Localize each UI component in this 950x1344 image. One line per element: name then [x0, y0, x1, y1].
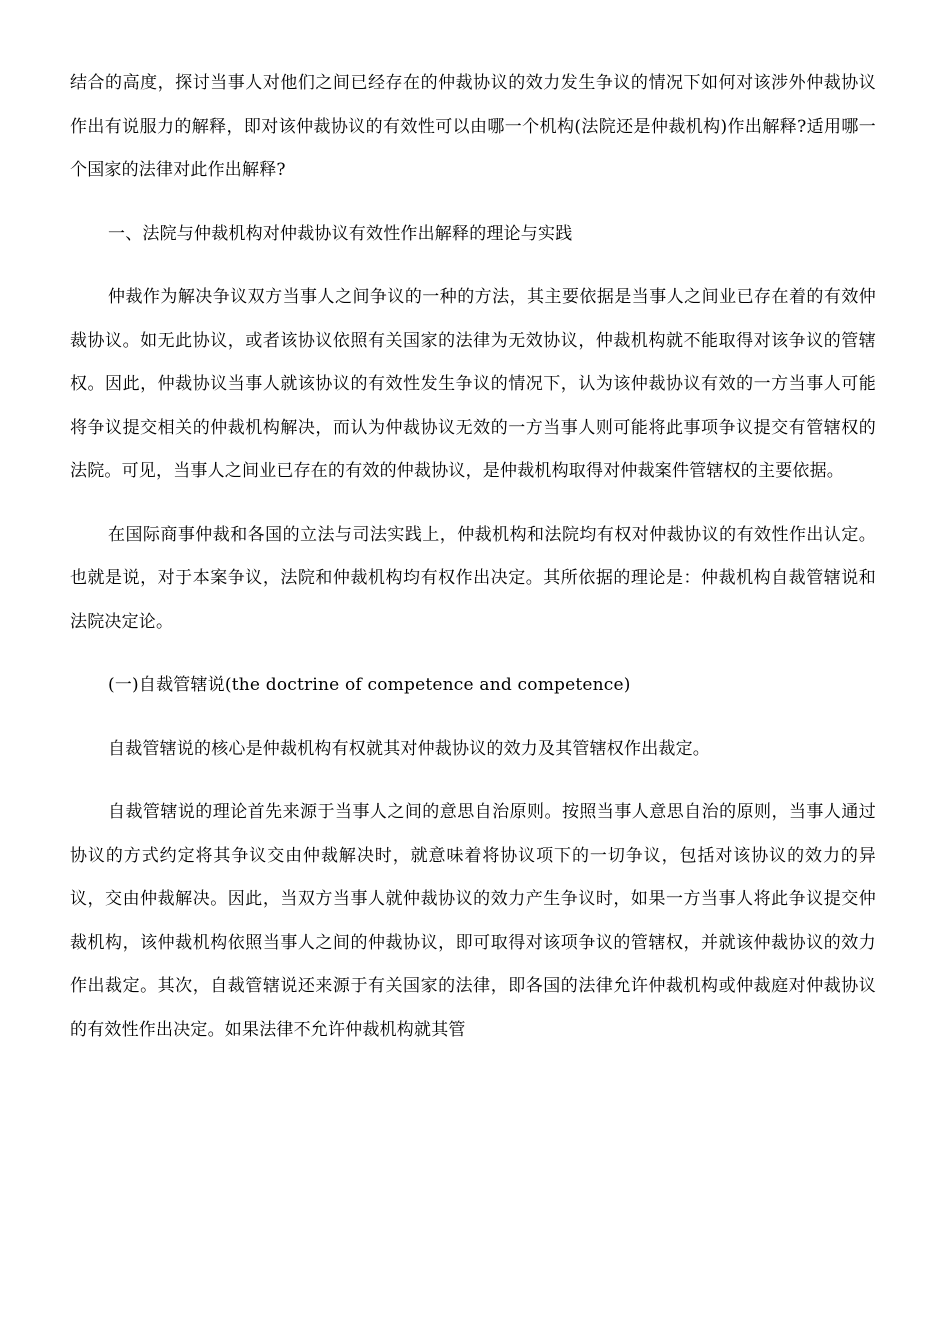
section-heading-1: 一、法院与仲裁机构对仲裁协议有效性作出解释的理论与实践: [108, 223, 573, 244]
paragraph-competence-theory: 自裁管辖说的理论首先来源于当事人之间的意思自治原则。按照当事人意思自治的原则，当事人通过协议的方式约定将其争议交由仲裁解决时，就意味着将协议项下的一切争议，包括对该协议的效力的异议，交由仲裁解决。因此，当双方当事人就仲裁协议的效力产生争议时，如果一方当事人将此争议提交仲裁机构，该仲裁机构依照当事人之间的仲裁协议，即可取得对该项争议的管辖权，并就该仲裁协议的效力作出裁定。其次，自裁管辖说还来源于有关国家的法律，即各国的法律允许仲裁机构或仲裁庭对仲裁协议的有效性作出决定。如果法律不允许仲裁机构就其管: [70, 802, 876, 1040]
paragraph-continuation: 结合的高度，探讨当事人对他们之间已经存在的仲裁协议的效力发生争议的情况下如何对该涉外仲裁协议作出有说服力的解释，即对该仲裁协议的有效性可以由哪一个机构(法院还是仲裁机构)作出解释?适用哪一个国家的法律对此作出解释?: [70, 73, 876, 180]
paragraph-international-practice: 在国际商事仲裁和各国的立法与司法实践上，仲裁机构和法院均有权对仲裁协议的有效性作出认定。也就是说，对于本案争议，法院和仲裁机构均有权作出决定。其所依据的理论是：仲裁机构自裁管辖说和法院决定论。: [70, 524, 876, 632]
paragraph-arbitration-basis: 仲裁作为解决争议双方当事人之间争议的一种的方法，其主要依据是当事人之间业已存在着的有效仲裁协议。如无此协议，或者该协议依照有关国家的法律为无效协议，仲裁机构就不能取得对该争议的管辖权。因此，仲裁协议当事人就该协议的有效性发生争议的情况下，认为该仲裁协议有效的一方当事人可能将争议提交相关的仲裁机构解决，而认为仲裁协议无效的一方当事人则可能将此事项争议提交有管辖权的法院。可见，当事人之间业已存在的有效的仲裁协议，是仲裁机构取得对仲裁案件管辖权的主要依据。: [70, 287, 876, 481]
paragraph-competence-core: 自裁管辖说的核心是仲裁机构有权就其对仲裁协议的效力及其管辖权作出裁定。: [108, 738, 710, 759]
document-page: [70, 62, 876, 1072]
subsection-heading-competence: (一)自裁管辖说(the doctrine of competence and competence): [108, 675, 631, 695]
